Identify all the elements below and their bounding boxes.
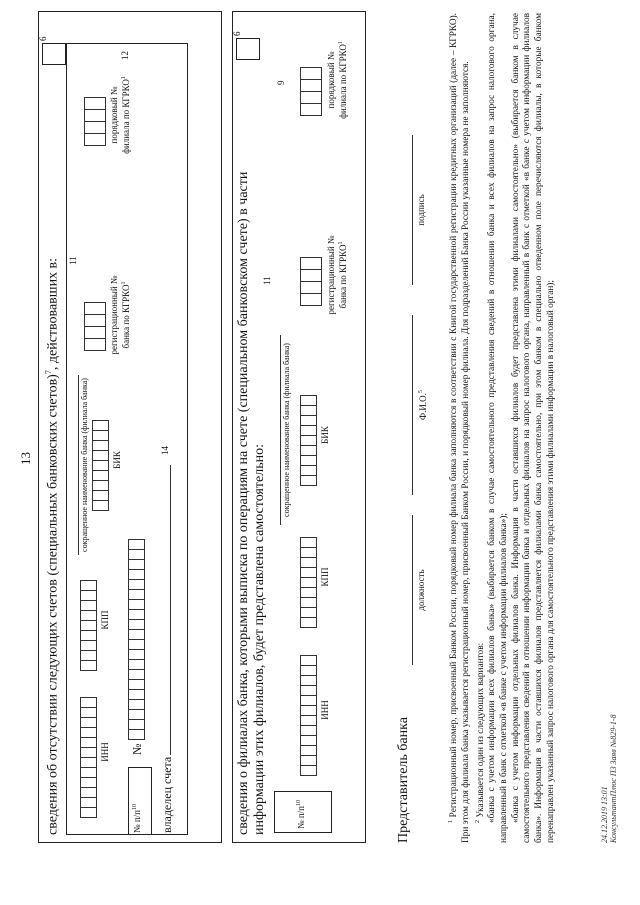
position-line[interactable] <box>412 515 413 665</box>
signature-line[interactable] <box>412 135 413 285</box>
section2-bik-cells[interactable] <box>300 395 317 485</box>
section1-branch-label: порядковый № филиала по КГРКО$^1$ <box>109 76 131 154</box>
section2-corner-box[interactable] <box>236 38 260 60</box>
section1-owner-line[interactable] <box>170 465 171 755</box>
section2-kpp-label: КПП <box>320 567 330 587</box>
section2-corner-number: 6 <box>232 31 242 36</box>
section1-kpp-label: КПП <box>100 610 110 630</box>
section1-no-cells[interactable] <box>128 539 145 739</box>
section1-bik-cells[interactable] <box>92 420 109 510</box>
section1-marker-14: 14 <box>160 446 170 455</box>
section1-marker-12: 12 <box>120 51 130 60</box>
representative-label: Представитель банка <box>396 717 411 843</box>
section1-row-num-label: № $п/п^{10}$ <box>132 804 142 833</box>
footnote-1: $^1$ Регистрационный номер, присвоенный Банком России, порядковый номер филиала банка заполняются в соответствии с Книгой государственной регистрации кредитных организаций (далее – КГРКО). При этом для филиала банка указывается регистрационный номер, присвоенный Банком России, и порядковый номер филиала. Для подразделений Банка России указанные номера не заполняются. <box>448 13 471 843</box>
section1-title: сведения об отсутствии следующих счетов (специальных банковских счетов)$^7$, действовавших в: <box>44 257 61 835</box>
section2-branch-cells[interactable] <box>300 67 322 115</box>
stamp-source: КонсультантПлюс ПЗ Заяв №829-1-8 <box>609 714 618 843</box>
section2-bik-label: БИК <box>320 426 330 444</box>
section1-reg-cells[interactable] <box>84 302 106 350</box>
section1-no-label: № <box>130 743 144 755</box>
position-label: должность <box>416 569 426 611</box>
section1-owner-label: владелец счета <box>160 756 174 833</box>
footnote-2: $^2$ Указывается один из следующих вариантов: <box>474 642 486 823</box>
section2-name-line[interactable] <box>280 335 281 525</box>
section2-title-line2: информации этих филиалов, будет представлена самостоятельно: <box>252 444 267 835</box>
fio-label: Ф.И.О.$^5$ <box>418 390 428 420</box>
section2-marker-9: 9 <box>276 80 286 85</box>
stamp <box>600 714 618 843</box>
section2-branch-label: порядковый № филиала по КГРКО$^1$ <box>326 41 348 119</box>
stamp-date: 24.12.2019 13:01 <box>600 786 609 843</box>
section1-corner-box[interactable] <box>42 43 66 65</box>
section1-inn-label: ИНН <box>100 742 110 762</box>
section2-kpp-cells[interactable] <box>300 537 317 627</box>
section1-inn-cells[interactable] <box>80 697 97 817</box>
section2-inn-label: ИНН <box>320 700 330 720</box>
section2-marker-11: 11 <box>262 276 272 285</box>
section2-reg-cells[interactable] <box>300 257 322 305</box>
page-number: 13 <box>18 452 33 465</box>
section1-bik-label: БИК <box>112 451 122 469</box>
section2-title-line1: сведения о филиалах банка, которыми выписка по операциям на счете (специальном банковском счете) в части <box>236 171 251 835</box>
section1-corner-number: 6 <box>38 36 48 41</box>
section1-reg-label: регистрационный № банка по КГРКО$^1$ <box>109 275 131 355</box>
section2-reg-label: регистрационный № банка по КГРКО$^1$ <box>326 235 348 315</box>
section2-row-num-label: № $п/п^{10}$ <box>296 800 306 829</box>
footnote-2a: «банка с учетом информации всех филиалов банка» (выбирается банком в случае самостоятельного представления сведений в отношении банка и всех филиалов на запрос налогового органа, направленный в банк с отметкой «в банке с учетом информации филиалов банка»); <box>487 13 509 843</box>
section1-name-line[interactable] <box>78 375 79 555</box>
section1-branch-cells[interactable] <box>84 97 106 145</box>
section1-kpp-cells[interactable] <box>80 580 97 670</box>
section1-name-label: сокращенное наименование банка (филиала банка) <box>80 378 89 552</box>
signature-label: подпись <box>416 194 426 226</box>
footnote-2b: «банка с учетом информации отдельных филиалов банка. Информация в части оставшихся филиалов будет представлена этими филиалами самостоятельно» (выбирается банком в случае самостоятельного представления сведений в отношении информации банка и отдельных филиалов на запрос налогового органа, направленный в банк с отметкой «в банке с учетом информации филиалов банка». Информация в части оставшихся филиалов представляется филиалами банка самостоятельно, при этом банком в специально отведенном поле перечисляются филиалы, в которые банком перенаправлен указанный запрос налогового органа для самостоятельного представления этими филиалами информации в налоговый орган); <box>510 13 556 843</box>
section1-marker-11: 11 <box>68 256 78 265</box>
fio-line[interactable] <box>412 315 413 495</box>
footnotes <box>446 13 558 843</box>
section2-inn-cells[interactable] <box>300 655 317 775</box>
section2-name-label: сокращенное наименование банка (филиала банка) <box>282 343 291 517</box>
